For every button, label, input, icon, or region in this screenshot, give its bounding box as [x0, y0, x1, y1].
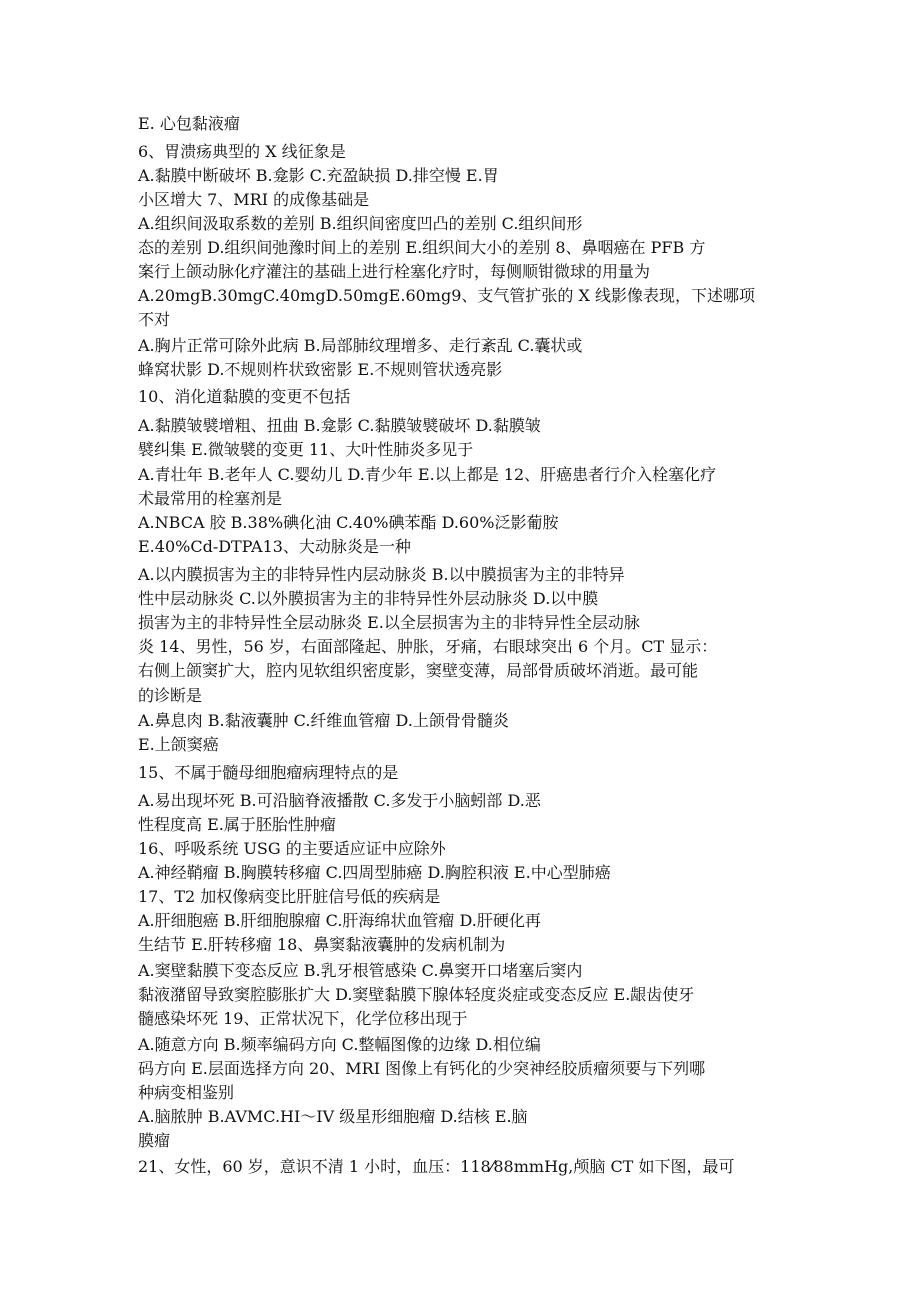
question-6-stem: 6、胃溃疡典型的 X 线征象是	[138, 142, 346, 161]
text-line: 蜂窝状影 D.不规则杵状致密影 E.不规则管状透亮影	[138, 360, 503, 379]
text-line: 性中层动脉炎 C.以外膜损害为主的非特异性外层动脉炎 D.以中膜	[138, 589, 599, 608]
text-line: 态的差别 D.组织间弛豫时间上的差别 E.组织间大小的差别 8、鼻咽癌在 PFB 方	[138, 238, 706, 257]
text-line: A.组织间汲取系数的差别 B.组织间密度凹凸的差别 C.组织间形	[138, 214, 583, 233]
text-line: 不对	[138, 310, 171, 329]
text-line: 种病变相鉴别	[138, 1083, 235, 1102]
text-line: 炎 14、男性，56 岁，右面部隆起、肿胀，牙痛，右眼球突出 6 个月。CT 显示：	[138, 637, 718, 656]
question-21-stem: 21、女性，60 岁，意识不清 1 小时，血压：118⁄88mmHg,颅脑 CT 如下图，最可	[138, 1157, 735, 1176]
question-15-stem: 15、不属于髓母细胞瘤病理特点的是	[138, 763, 399, 782]
text-line: A.随意方向 B.频率编码方向 C.整幅图像的边缘 D.相位编	[138, 1035, 541, 1054]
question-10-stem: 10、消化道黏膜的变更不包括	[138, 387, 351, 406]
text-line: A.脑脓肿 B.AVMC.HI～IV 级星形细胞瘤 D.结核 E.脑	[138, 1107, 528, 1126]
question-17-stem: 17、T2 加权像病变比肝脏信号低的疾病是	[138, 887, 441, 906]
text-line: A.窦壁黏膜下变态反应 B.乳牙根管感染 C.鼻窦开口堵塞后窦内	[138, 961, 583, 980]
text-line: A.黏膜皱襞增粗、扭曲 B.龛影 C.黏膜皱襞破坏 D.黏膜皱	[138, 416, 541, 435]
text-line: E. 心包黏液瘤	[138, 114, 240, 133]
text-line: A.肝细胞癌 B.肝细胞腺瘤 C.肝海绵状血管瘤 D.肝硬化再	[138, 911, 541, 930]
text-line: 右侧上颌窦扩大，腔内见软组织密度影，窦壁变薄，局部骨质破坏消逝。最可能	[138, 661, 699, 680]
text-line: A.20mgB.30mgC.40mgD.50mgE.60mg9、支气管扩张的 X 线影像表现，下述哪项	[138, 286, 755, 305]
question-16-stem: 16、呼吸系统 USG 的主要适应证中应除外	[138, 839, 446, 858]
text-line: 髓感染坏死 19、正常状况下，化学位移出现于	[138, 1009, 468, 1028]
text-line: A.胸片正常可除外此病 B.局部肺纹理增多、走行紊乱 C.囊状或	[138, 336, 583, 355]
text-line: 损害为主的非特异性全层动脉炎 E.以全层损害为主的非特异性全层动脉	[138, 613, 640, 632]
text-line: 案行上颌动脉化疗灌注的基础上进行栓塞化疗时，每侧顺钳微球的用量为	[138, 262, 651, 281]
text-line: A.鼻息肉 B.黏液囊肿 C.纤维血管瘤 D.上颌骨骨髓炎	[138, 711, 509, 730]
text-line: 的诊断是	[138, 686, 203, 705]
text-line: 性程度高 E.属于胚胎性肿瘤	[138, 815, 336, 834]
text-line: E.40%Cd-DTPA13、大动脉炎是一种	[138, 537, 411, 556]
text-line: 襞纠集 E.微皱襞的变更 11、大叶性肺炎多见于	[138, 440, 474, 459]
text-line: E.上颌窦癌	[138, 735, 219, 754]
text-line: 黏液潴留导致窦腔膨胀扩大 D.窦壁黏膜下腺体轻度炎症或变态反应 E.龈齿使牙	[138, 985, 695, 1004]
text-line: A.神经鞘瘤 B.胸膜转移瘤 C.四周型肺癌 D.胸腔积液 E.中心型肺癌	[138, 863, 611, 882]
text-line: A.易出现坏死 B.可沿脑脊液播散 C.多发于小脑蚓部 D.恶	[138, 791, 541, 810]
text-line: 膜瘤	[138, 1131, 171, 1150]
text-line: 小区增大 7、MRI 的成像基础是	[138, 190, 370, 209]
text-line: A.青壮年 B.老年人 C.婴幼儿 D.青少年 E.以上都是 12、肝癌患者行介入栓塞化疗	[138, 465, 717, 484]
text-line: 码方向 E.层面选择方向 20、MRI 图像上有钙化的少突神经胶质瘤须要与下列哪	[138, 1059, 706, 1078]
text-line: 术最常用的栓塞剂是	[138, 489, 283, 508]
text-line: A.以内膜损害为主的非特异性内层动脉炎 B.以中膜损害为主的非特异	[138, 565, 625, 584]
text-line: A.NBCA 胶 B.38%碘化油 C.40%碘苯酯 D.60%泛影葡胺	[138, 513, 559, 532]
text-line: A.黏膜中断破坏 B.龛影 C.充盈缺损 D.排空慢 E.胃	[138, 166, 499, 185]
text-line: 生结节 E.肝转移瘤 18、鼻窦黏液囊肿的发病机制为	[138, 935, 506, 954]
